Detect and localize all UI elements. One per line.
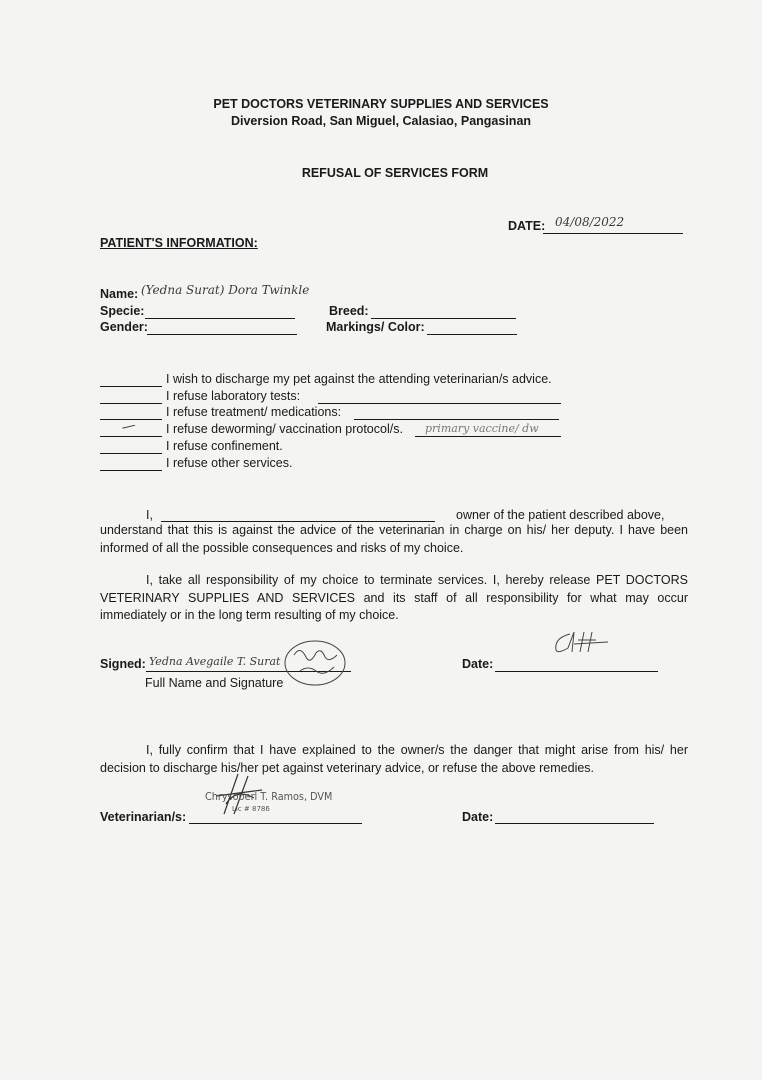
option-handwritten-note: primary vaccine/ dw xyxy=(425,422,539,435)
option-text: I wish to discharge my pet against the attending veterinarian/s advice. xyxy=(166,372,552,386)
option-text: I refuse deworming/ vaccination protocol/s. xyxy=(166,422,403,436)
breed-label: Breed: xyxy=(329,304,369,318)
owner-date-line[interactable] xyxy=(495,671,658,672)
date-line xyxy=(543,233,683,234)
markings-line xyxy=(427,334,517,335)
signed-label: Signed: xyxy=(100,657,146,671)
option-fill-line xyxy=(354,419,559,420)
markings-label: Markings/ Color: xyxy=(326,320,425,334)
date-label: DATE: xyxy=(508,219,546,233)
option-text: I refuse other services. xyxy=(166,456,293,470)
specie-label: Specie: xyxy=(100,304,145,318)
name-label: Name: xyxy=(100,287,139,301)
veterinarian-line[interactable] xyxy=(189,823,362,824)
name-value: (Yedna Surat) Dora Twinkle xyxy=(141,283,310,297)
owner-signature-scribble xyxy=(280,635,355,693)
gender-label: Gender: xyxy=(100,320,148,334)
option-checkmark: / xyxy=(120,420,137,434)
option-blank[interactable] xyxy=(100,403,162,404)
form-title: REFUSAL OF SERVICES FORM xyxy=(301,166,489,180)
option-text: I refuse confinement. xyxy=(166,439,283,453)
option-fill-line xyxy=(415,436,561,437)
paragraph-consequences: understand that this is against the advice of the veterinarian in charge on his/ her deputy. I have been informed of all the possible consequences and risks of my choice. xyxy=(100,523,688,555)
vet-date-line[interactable] xyxy=(495,823,654,824)
veterinarian-label: Veterinarian/s: xyxy=(100,810,187,824)
paragraph-release: I, take all responsibility of my choice to terminate services. I, hereby release PET DOCTORS VETERINARY SUPPLIES AND SERVICES and its staff of all responsibility for what may occur immediately or in the long term resulting of my choice. xyxy=(100,573,688,622)
vet-stamp-license: Lic # 8786 xyxy=(232,805,270,813)
company-address: Diversion Road, San Miguel, Calasiao, Pangasinan xyxy=(230,114,532,128)
vet-date-label: Date: xyxy=(462,810,494,824)
option-text: I refuse laboratory tests: xyxy=(166,389,301,403)
owner-i: I, xyxy=(146,508,153,522)
owner-date-label: Date: xyxy=(462,657,494,671)
option-blank[interactable] xyxy=(100,470,162,471)
owner-tail: owner of the patient described above, xyxy=(456,508,665,522)
gender-line xyxy=(147,334,297,335)
option-blank[interactable] xyxy=(100,419,162,420)
option-blank[interactable] xyxy=(100,386,162,387)
option-text: I refuse treatment/ medications: xyxy=(166,405,342,419)
breed-line xyxy=(371,318,516,319)
signed-name-value: Yedna Avegaile T. Surat xyxy=(149,655,281,668)
option-fill-line xyxy=(318,403,561,404)
paragraph-vet-confirmation: I, fully confirm that I have explained to the owner/s the danger that might arise from his/ her decision to discharge his/her pet against veterinary advice, or refuse the above remedies. xyxy=(100,743,688,775)
patient-section-title: PATIENT'S INFORMATION: xyxy=(100,236,258,250)
initials-scribble xyxy=(548,628,618,658)
option-blank[interactable] xyxy=(100,453,162,454)
date-value: 04/08/2022 xyxy=(555,215,625,229)
specie-line xyxy=(145,318,295,319)
signature-caption: Full Name and Signature xyxy=(145,676,284,690)
option-blank[interactable] xyxy=(100,436,162,437)
vet-stamp-name: Chrysoberl T. Ramos, DVM xyxy=(205,791,333,803)
company-name: PET DOCTORS VETERINARY SUPPLIES AND SERVICES xyxy=(213,97,549,111)
